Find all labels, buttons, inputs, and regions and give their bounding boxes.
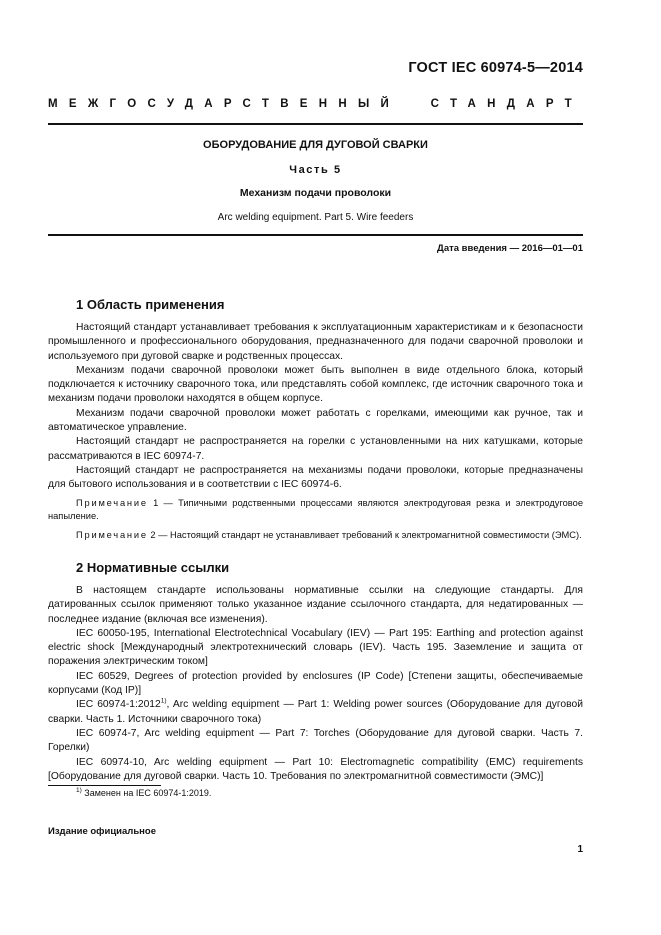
note-number: 2	[150, 529, 156, 540]
reference-item: IEC 60050-195, International Electrotechnical Vocabulary (IEV) — Part 195: Earthing and protection against electric shock [Международный электротехнический словарь (IEV). Часть 195. Заземление и защита от поражения электрическим током]	[48, 627, 583, 668]
footnote	[76, 788, 211, 798]
footnote-rule	[48, 785, 161, 786]
note	[48, 497, 583, 524]
note-number: 1	[153, 497, 159, 508]
note-label: Примечание	[76, 529, 148, 540]
section-heading: 1 Область применения	[76, 297, 225, 312]
paragraph: Механизм подачи сварочной проволоки может работать с горелками, имеющими как ручное, так и автоматическое управление.	[48, 407, 583, 434]
reference-text: , Arc welding equipment — Part 1: Welding power sources (Оборудование для дуговой сварки. Часть 1. Источники сварочного тока)	[48, 699, 583, 725]
paragraph: Настоящий стандарт не распространяется на механизмы подачи проволоки, которые предназначены для бытового использования и в соответствии с IEC 60974-6.	[48, 464, 583, 491]
section-normative-references	[48, 560, 583, 784]
english-title: Arc welding equipment. Part 5. Wire feeders	[217, 212, 414, 223]
footnote-mark: 1)	[76, 787, 82, 794]
reference-item: IEC 60529, Degrees of protection provided by enclosures (IP Code) [Степени защиты, обеспечиваемые корпусами (Код IP)]	[48, 670, 583, 697]
footnote-mark: 1)	[160, 697, 167, 705]
section-scope	[48, 297, 583, 547]
section-heading: 2 Нормативные ссылки	[76, 560, 230, 575]
standard-number: ГОСТ IEC 60974-5—2014	[408, 60, 583, 76]
reference-item	[48, 698, 583, 727]
document-title: ОБОРУДОВАНИЕ ДЛЯ ДУГОВОЙ СВАРКИ	[203, 139, 428, 151]
part-number: Часть 5	[289, 164, 342, 176]
reference-item: IEC 60974-7, Arc welding equipment — Part 7: Torches (Оборудование для дуговой сварки. Часть 7. Горелки)	[48, 727, 583, 754]
reference-code: IEC 60974-1:2012	[76, 699, 161, 711]
edition-label: Издание официальное	[48, 826, 156, 837]
interstate-standard-banner	[48, 98, 583, 110]
standard-word: СТАНДАРТ	[430, 98, 583, 110]
reference-item: IEC 60974-10, Arc welding equipment — Part 10: Electromagnetic compatibility (EMC) requirements [Оборудование для дуговой сварки. Часть 10. Требования по электромагнитной совместимости (ЭМС)]	[48, 756, 583, 782]
note-text: — Настоящий стандарт не устанавливает требований к электромагнитной совместимости (ЭМС).	[158, 529, 582, 540]
page-number: 1	[577, 844, 583, 855]
document-subtitle: Механизм подачи проволоки	[239, 187, 392, 199]
interstate-word: МЕЖГОСУДАРСТВЕННЫЙ	[48, 98, 401, 110]
note-text: — Типичными родственными процессами являются электродуговая резка и электродуговое напыление.	[48, 497, 583, 522]
title-bottom-rule	[48, 234, 583, 236]
paragraph: Механизм подачи сварочной проволоки может быть выполнен в виде отдельного блока, который подключается к источнику сварочного тока, или представлять собой комплекс, где источник сварочного тока и механизм подачи проволоки находятся в общем корпусе.	[48, 364, 583, 405]
paragraph: В настоящем стандарте использованы нормативные ссылки на следующие стандарты. Для датированных ссылок применяют только указанное издание ссылочного стандарта, для недатированных — последнее издание (включая все изменения).	[48, 585, 583, 625]
paragraph: Настоящий стандарт не распространяется на горелки с установленными на них катушками, которые рассматриваются в IEC 60974-7.	[48, 436, 583, 462]
introduction-date: Дата введения — 2016—01—01	[437, 243, 583, 254]
footnote-text: Заменен на IEC 60974-1:2019.	[84, 788, 212, 798]
paragraph: Настоящий стандарт устанавливает требования к эксплуатационным характеристикам и к безопасности промышленного и профессионального оборудования, предназначенного для подачи сварочной проволоки и используемого при дуговой сварке и родственных процессах.	[48, 322, 583, 362]
note-label: Примечание	[76, 497, 148, 508]
top-rule	[48, 123, 583, 125]
note	[48, 529, 583, 543]
